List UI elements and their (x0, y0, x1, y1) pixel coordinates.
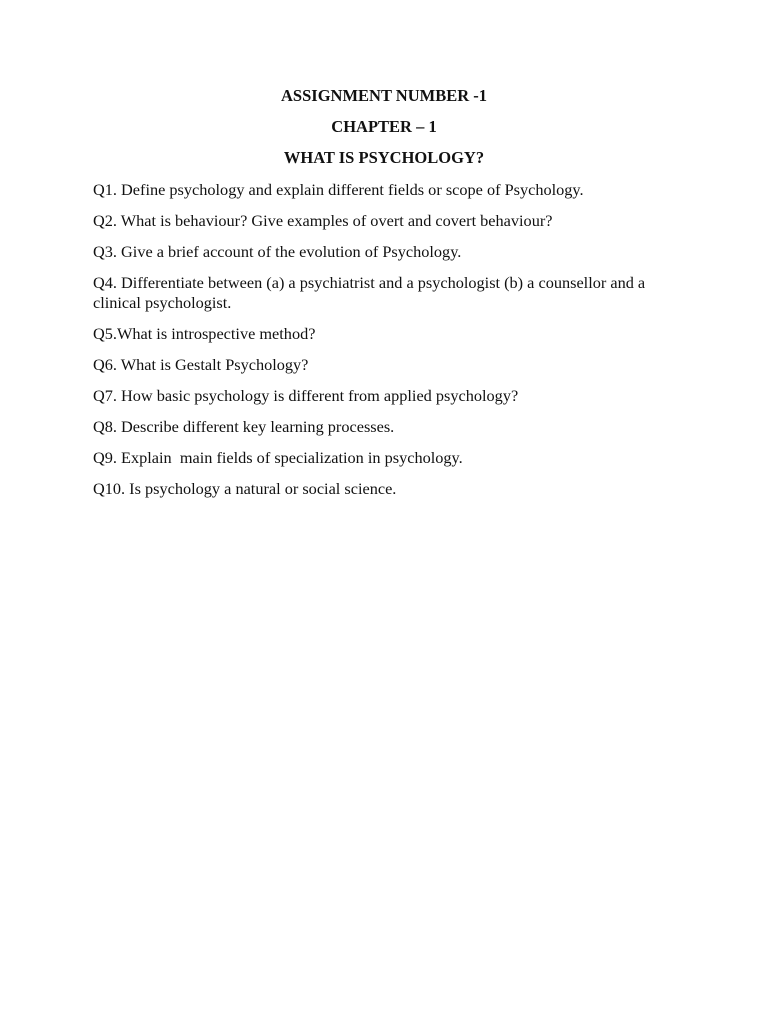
question-item: Q10. Is psychology a natural or social science. (93, 479, 397, 498)
question-item: Q6. What is Gestalt Psychology? (93, 355, 309, 374)
question-item: Q8. Describe different key learning processes. (93, 417, 395, 436)
heading-block (0, 86, 768, 179)
question-item: Q9. Explain main fields of specialization in psychology. (93, 448, 463, 467)
question-item: Q2. What is behaviour? Give examples of overt and covert behaviour? (93, 211, 553, 230)
question-item: Q4. Differentiate between (a) a psychiatrist and a psychologist (b) a counsellor and a clinical psychologist. (93, 273, 650, 312)
question-list (93, 180, 683, 510)
assignment-title: ASSIGNMENT NUMBER -1 (281, 86, 487, 105)
question-item: Q5.What is introspective method? (93, 324, 316, 343)
question-item: Q3. Give a brief account of the evolution of Psychology. (93, 242, 462, 261)
question-item: Q7. How basic psychology is different from applied psychology? (93, 386, 519, 405)
question-item: Q1. Define psychology and explain different fields or scope of Psychology. (93, 180, 584, 199)
chapter-title: WHAT IS PSYCHOLOGY? (283, 148, 485, 167)
chapter-number: CHAPTER – 1 (331, 117, 437, 136)
